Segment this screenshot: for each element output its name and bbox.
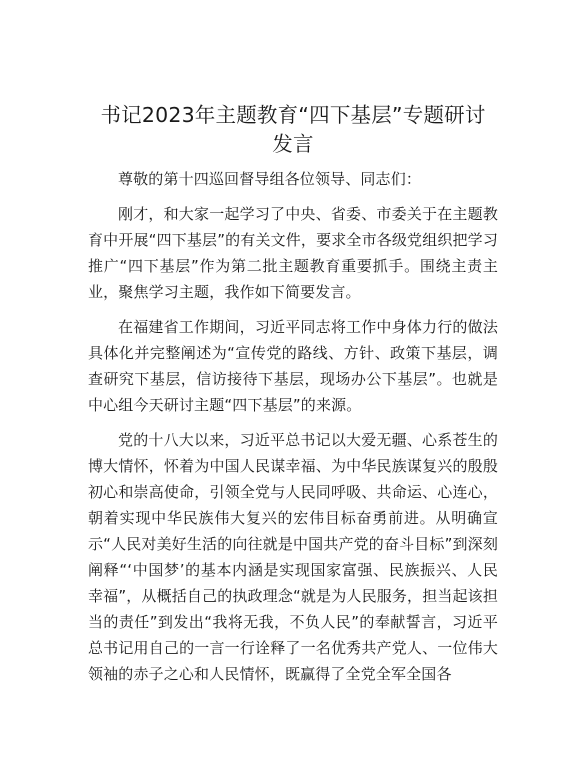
salutation: 尊敬的第十四巡回督导组各位领导、同志们： <box>118 170 422 188</box>
paragraph-2: 在福建省工作期间，习近平同志将工作中身体力行的做法具体化并完整阐述为“宣传党的路线、方针、政策下基层，调查研究下基层，信访接待下基层，现场办公下基层”。也就是中心组今天研讨主题“四下基层”的来源。 <box>88 318 498 414</box>
document-title: 书记2023年主题教育“四下基层”专题研讨发言 <box>100 103 486 156</box>
paragraph-3: 党的十八大以来，习近平总书记以大爱无疆、心系苍生的博大情怀，怀着为中国人民谋幸福、为中华民族谋复兴的殷殷初心和崇高使命，引领全党与人民同呼吸、共命运、心连心，朝着实现中华民族伟大复兴的宏伟目标奋勇前进。从明确宣示“人民对美好生活的向往就是中国共产党的奋斗目标”到深刻阐释“‘中国梦’的基本内涵是实现国家富强、民族振兴、人民幸福”，从概括自己的执政理念“就是为人民服务，担当起该担当的责任”到发出“我将无我，不负人民”的奉献誓言，习近平总书记用自己的一言一行诠释了一名优秀共产党人、一位伟大领袖的赤子之心和人民情怀，既赢得了全党全军全国各 <box>88 431 498 683</box>
paragraph-1: 刚才，和大家一起学习了中央、省委、市委关于在主题教育中开展“四下基层”的有关文件，要求全市各级党组织把学习推广“四下基层”作为第二批主题教育重要抓手。围绕主责主业，聚焦学习主题，我作如下简要发言。 <box>88 205 498 301</box>
document-body <box>88 166 498 696</box>
